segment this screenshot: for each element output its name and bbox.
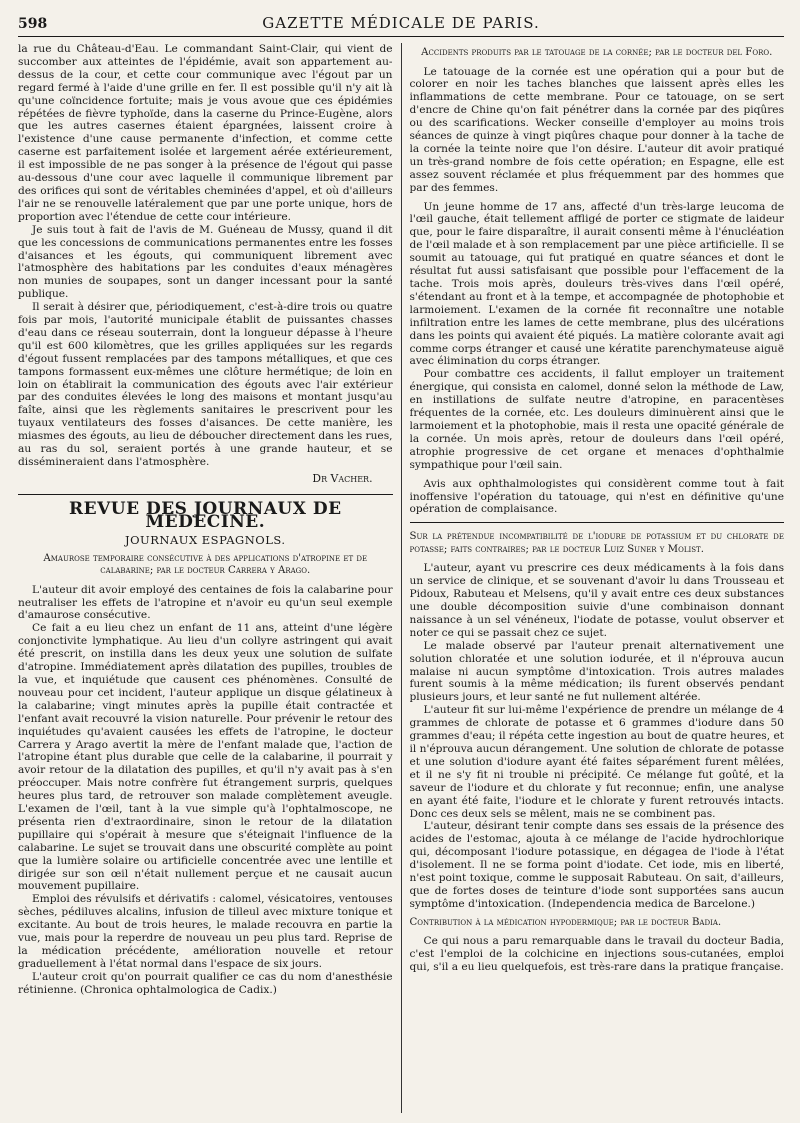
- article-divider: [410, 522, 785, 523]
- paragraph: Le malade observé par l'auteur prenait alternativement une solution chloratée et une solution iodurée, et il n'éprouva aucun malaise ni aucun symptôme d'intoxication. Trois autres malades furent soumis à la même médication; ils furent observés pendant plusieurs jours, et leur santé ne fut nullement altérée.: [409, 639, 785, 704]
- left-column: [18, 43, 393, 1113]
- article-title: Amaurose temporaire consécutive à des applications d'atropine et de calabarine; par le docteur Carrera y Arago.: [43, 552, 368, 577]
- paragraph: Avis aux ophthalmologistes qui considèrent comme tout à fait inoffensive l'opération du tatouage, qui n'est en définitive qu'une opération de complaisance.: [409, 477, 785, 516]
- journal-title: GAZETTE MÉDICALE DE PARIS.: [262, 14, 540, 32]
- paragraph: Je suis tout à fait de l'avis de M. Guéneau de Mussy, quand il dit que les concessions de communications permanentes entre les fosses d'aisances et les égouts, qui communiquent librement avec l'atmosphère des habitations par les conduites d'eaux ménagères non munies de soupapes, sont un danger incessant pour la santé publique.: [18, 223, 393, 301]
- paragraph: L'auteur fit sur lui-même l'expérience de prendre un mélange de 4 grammes de chlorate de potasse et 6 grammes d'iodure dans 50 grammes d'eau; il répéta cette ingestion au bout de quatre heures, et il n'éprouva aucun dérangement. Une solution de chlorate de potasse et une solution d'iodure ayant été faites séparément furent mêlées, et il ne s'y fit ni trouble ni précipité. Ce mélange fut goûté, et la saveur de l'iodure et du chlorate y fut reconnue; enfin, une analyse en ayant été faite, l'iodure et le chlorate y furent retrouvés intacts. Donc ces deux sels se mêlent, mais ne se combinent pas.: [409, 704, 785, 820]
- column-rule: [401, 43, 402, 1113]
- article-title: Accidents produits par le tatouage de la cornée; par le docteur del Foro.: [421, 47, 773, 58]
- page-header: [18, 14, 784, 37]
- paragraph: la rue du Château-d'Eau. Le commandant Saint-Clair, qui vient de succomber aux atteintes de l'épidémie, avait son appartement au-dessus de la cour, et cette cour communique avec l'égout par un regard fermé à l'aide d'une grille en fer. Il est possible qu'il n'y ait là qu'une coïncidence fortuite; mais je vous avoue que ces épidémies répétées de fièvre typhoïde, dans la caserne du Prince-Eugène, alors que les autres casernes étaient épargnées, laissent croire à l'existence d'une cause permanente d'infection, et comme cette caserne est parfaitement isolée et largement aérée extérieurement, il est impossible de ne pas songer à la présence de l'égout qui passe au-dessous d'une cour avec laquelle il communique librement par des orifices qui sont de véritables cheminées d'appel, et où d'ailleurs l'air ne se renouvelle latéralement que par une porte unique, hors de proportion avec l'étendue de cette cour intérieure.: [18, 43, 393, 223]
- columns: [18, 43, 784, 1113]
- right-column: [410, 43, 785, 1113]
- paragraph: Ce fait a eu lieu chez un enfant de 11 ans, atteint d'une légère conjonctivite lymphatique. Au lieu d'un collyre astringent qui avait été prescrit, on instilla dans les deux yeux une solution de sulfate d'atropine. Immédiatement après dilatation des pupilles, troubles de la vue, et inquiétude que causent ces phénomènes. Consulté de nouveau pour cet incident, l'auteur applique un disque gélatineux à la calabarine; vingt minutes après la pupille était contractée et l'enfant avait recouvré la vision naturelle. Pour prévenir le retour des inquiétudes qu'avaient causées les effets de l'atropine, le docteur Carrera y Arago avertit la mère de l'enfant malade que, l'action de l'atropine étant plus durable que celle de la calabarine, il pourrait y avoir retour de la dilatation des pupilles, et qu'il n'y avait pas à s'en préoccuper. Mais notre confrère fut étrangement surpris, quelques heures plus tard, de retrouver son malade complètement aveugle. L'examen de l'œil, tant à la vue simple qu'à l'ophtalmoscope, ne présenta rien d'extraordinaire, sinon le retour de la dilatation pupillaire qui s'opérait à mesure que s'éteignait l'influence de la calabarine. Le sujet se trouvait dans une obscurité complète au point que la lumière solaire ou artificielle concentrée avec une lentille et dirigée sur son œil n'était nullement perçue et ne causait aucun mouvement pupillaire.: [18, 622, 393, 893]
- article-title: Sur la prétendue incompatibilité de l'iodure de potassium et du chlorate de potasse; faits contraires; par le docteur Luiz Suner y Molist.: [409, 531, 785, 555]
- paragraph: L'auteur, ayant vu prescrire ces deux médicaments à la fois dans un service de clinique, et se souvenant d'avoir lu dans Trousseau et Pidoux, Rabuteau et Melsens, qu'il y avait entre ces deux substances une double décomposition suivie d'une combinaison donnant naissance à un sel vénéneux, l'iodate de potasse, voulut observer et noter ce qui se passait chez ce sujet.: [409, 562, 785, 639]
- subsection-title: JOURNAUX ESPAGNOLS.: [125, 532, 286, 547]
- paragraph: Le tatouage de la cornée est une opération qui a pour but de colorer en noir les taches blanches que laissent après elles les inflammations de cette membrane. Pour ce tatouage, on se sert d'encre de Chine qu'on fait pénétrer dans la cornée par des piqûres ou des scarifications. Wecker conseille d'employer au moins trois séances de quinze à vingt piqûres chaque pour donner à la tache de la cornée la teinte noire que l'on désire. L'auteur dit avoir pratiqué un très-grand nombre de fois cette opération; en Espagne, elle est assez souvent réclamée et plus fréquemment par des hommes que par des femmes.: [409, 65, 785, 194]
- page-number: 598: [18, 16, 48, 32]
- paragraph: Ce qui nous a paru remarquable dans le travail du docteur Badia, c'est l'emploi de la colchicine en injections sous-cutanées, emploi qui, s'il a eu lieu quelquefois, est très-rare dans la pratique française.: [409, 935, 785, 974]
- section-divider: [18, 494, 393, 495]
- author-signature: Dr Vacher.: [312, 471, 373, 485]
- paragraph: L'auteur, désirant tenir compte dans ses essais de la présence des acides de l'estomac, ajouta à ce mélange de l'acide hydrochlorique qui, décomposant l'iodure potassique, en dégagea de l'iode à l'état d'isolement. Il ne se forma point d'iodate. Cet iode, mis en liberté, n'est point toxique, comme le supposait Rabuteau. On sait, d'ailleurs, que de fortes doses de teinture d'iode sont supportées sans aucun symptôme d'intoxication. (Independencia medica de Barcelone.): [409, 820, 785, 910]
- paragraph: Un jeune homme de 17 ans, affecté d'un très-large leucoma de l'œil gauche, était tellement affligé de porter ce stigmate de laideur que, pour le faire disparaître, il aurait consenti même à l'énucléation de l'œil malade et à son remplacement par une pièce artificielle. Il se soumit au tatouage, qui fut pratiqué en quatre séances et dont le résultat fut aussi satisfaisant que possible pour l'effacement de la tache. Trois mois après, douleurs très-vives dans l'œil opéré, s'étendant au front et à la tempe, et accompagnée de photophobie et larmoiement. L'examen de la cornée fit reconnaître une notable infiltration entre les lames de cette membrane, plus des ulcérations dans les points qui avaient été piqués. La matière colorante avait agi comme corps étranger et causé une kératite parenchymateuse aiguë avec élimination du corps étranger.: [409, 200, 785, 368]
- section-title: REVUE DES JOURNAUX DE MÉDECINE.: [68, 498, 342, 532]
- paragraph: Pour combattre ces accidents, il fallut employer un traitement énergique, qui consista en calomel, donné selon la méthode de Law, en instillations de sulfate neutre d'atropine, en paracentèses fréquentes de la cornée, etc. Les douleurs diminuèrent ainsi que le larmoiement et la photophobie, mais il resta une opacité générale de la cornée. Un mois après, retour de douleurs dans l'œil opéré, atrophie progressive de cet organe et menaces d'ophthalmie sympathique pour l'œil sain.: [409, 368, 785, 471]
- paragraph: Il serait à désirer que, périodiquement, c'est-à-dire trois ou quatre fois par mois, l'autorité municipale établit de puissantes chasses d'eau dans ce réseau souterrain, dont la longueur dépasse à l'heure qu'il est 600 kilomètres, que les grilles appliquées sur les regards d'égout fussent remplacées par des tampons métalliques, et que ces tampons formassent eux-mêmes une clôture hermétique; de loin en loin on établirait la communication des égouts avec l'air extérieur par des conduites élevées le long des maisons et montant jusqu'au faîte, ainsi que les règlements sanitaires le prescrivent pour les tuyaux ventilateurs des fosses d'aisances. De cette manière, les miasmes des égouts, au lieu de déboucher directement dans les rues, au ras du sol, seraient portés à une grande hauteur, et se dissémineraient dans l'atmosphère.: [18, 301, 393, 468]
- paragraph: Emploi des révulsifs et dérivatifs : calomel, vésicatoires, ventouses sèches, pédiluves alcalins, infusion de tilleul avec mixture tonique et excitante. Au bout de trois heures, le malade recouvra en partie la vue, mais pour la reperdre de nouveau un peu plus tard. Reprise de la médication précédente, amélioration nouvelle et retour graduellement à l'état normal dans l'espace de six jours.: [18, 893, 393, 970]
- article-title: Contribution à la médication hypodermique; par le docteur Badia.: [409, 916, 722, 928]
- paragraph: L'auteur dit avoir employé des centaines de fois la calabarine pour neutraliser les effets de l'atropine et n'avoir eu qu'un seul exemple d'amaurose consécutive.: [18, 583, 393, 622]
- paragraph: L'auteur croit qu'on pourrait qualifier ce cas du nom d'anesthésie rétinienne. (Chronica ophtalmologica de Cadix.): [18, 970, 393, 996]
